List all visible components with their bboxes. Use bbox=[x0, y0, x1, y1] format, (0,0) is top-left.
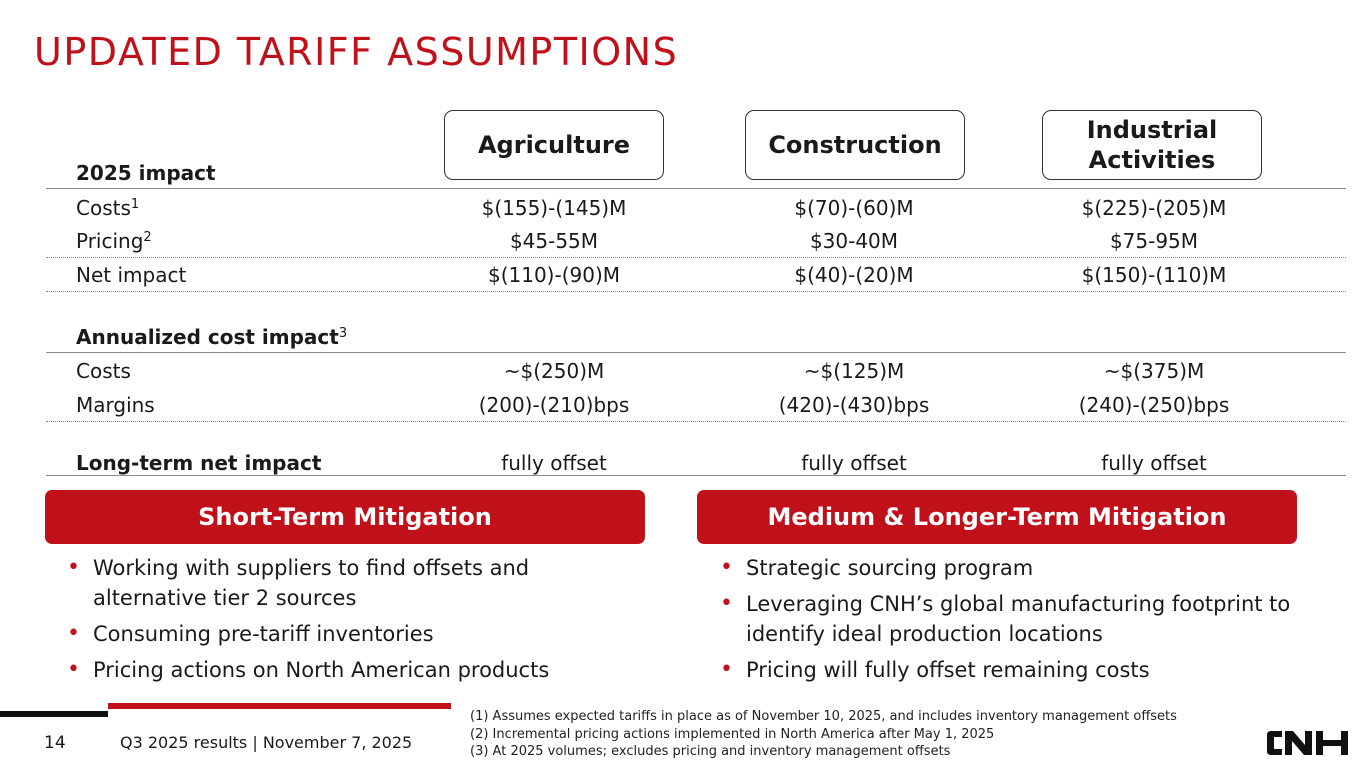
row-label: Net impact bbox=[76, 263, 187, 287]
footer-text: Q3 2025 results | November 7, 2025 bbox=[120, 733, 413, 752]
row-label: Costs bbox=[76, 359, 131, 383]
section-2025-impact-heading bbox=[46, 156, 1346, 190]
footnotes bbox=[470, 708, 1177, 761]
cell-construction: (420)-(430)bps bbox=[778, 393, 930, 417]
divider bbox=[46, 188, 1346, 189]
footnote: (3) At 2025 volumes; excludes pricing and inventory management offsets bbox=[470, 744, 951, 759]
footnote: (2) Incremental pricing actions implemented in North America after May 1, 2025 bbox=[470, 726, 995, 742]
column-header-construction-label: Construction bbox=[768, 131, 942, 159]
cell-industrial: (240)-(250)bps bbox=[1078, 393, 1230, 417]
divider bbox=[46, 352, 1346, 353]
divider bbox=[46, 475, 1346, 476]
cell-agriculture: ~$(250)M bbox=[503, 359, 605, 383]
list-item: • Leveraging CNH’s global manufacturing footprint to identify ideal production locations bbox=[720, 589, 1320, 649]
table-row bbox=[46, 258, 1346, 292]
column-header-industrial-line2: Activities bbox=[1088, 146, 1216, 174]
short-term-mitigation-banner bbox=[45, 490, 645, 544]
cell-construction: $(40)-(20)M bbox=[794, 263, 914, 287]
cell-industrial: $(225)-(205)M bbox=[1081, 196, 1227, 220]
cell-agriculture: $(155)-(145)M bbox=[481, 196, 627, 220]
cell-construction: $30-40M bbox=[809, 229, 899, 253]
footnote: (1) Assumes expected tariffs in place as of November 10, 2025, and includes inventory management offsets bbox=[470, 709, 1177, 724]
cnh-logo bbox=[1266, 728, 1350, 758]
divider bbox=[46, 421, 1346, 422]
row-label: Pricing$^2$ bbox=[76, 229, 152, 253]
cell-industrial: fully offset bbox=[1101, 451, 1207, 475]
cell-industrial: $(150)-(110)M bbox=[1081, 263, 1227, 287]
list-item: • Working with suppliers to find offsets and alternative tier 2 sources bbox=[67, 553, 637, 613]
page-title: UPDATED TARIFF ASSUMPTIONS bbox=[34, 30, 679, 74]
list-item: • Strategic sourcing program bbox=[720, 553, 1320, 583]
cell-agriculture: (200)-(210)bps bbox=[478, 393, 630, 417]
banner-label: Short-Term Mitigation bbox=[198, 503, 492, 531]
banner-label: Medium & Longer-Term Mitigation bbox=[767, 503, 1227, 531]
table-row bbox=[46, 191, 1346, 225]
list-item: • Pricing actions on North American products bbox=[67, 655, 637, 685]
footer-accent-bar-red bbox=[108, 703, 451, 709]
long-term-bullet-list bbox=[720, 553, 1320, 691]
page-number: 14 bbox=[44, 733, 66, 753]
column-header-agriculture-label: Agriculture bbox=[477, 131, 631, 159]
column-header-industrial-line1: Industrial bbox=[1086, 116, 1218, 144]
long-term-mitigation-banner bbox=[697, 490, 1297, 544]
cell-construction: fully offset bbox=[801, 451, 907, 475]
cell-industrial: ~$(375)M bbox=[1103, 359, 1205, 383]
cell-agriculture: $(110)-(90)M bbox=[487, 263, 621, 287]
cell-construction: ~$(125)M bbox=[803, 359, 905, 383]
row-label: Margins bbox=[76, 393, 155, 417]
footer-accent-bar-black bbox=[0, 711, 108, 717]
section-label: 2025 impact bbox=[76, 161, 216, 185]
cell-agriculture: $45-55M bbox=[509, 229, 599, 253]
section-annualized-heading bbox=[46, 320, 1346, 354]
list-item: • Pricing will fully offset remaining costs bbox=[720, 655, 1320, 685]
row-label: Costs$^1$ bbox=[76, 196, 140, 220]
cell-construction: $(70)-(60)M bbox=[794, 196, 914, 220]
row-label: Long-term net impact bbox=[76, 451, 322, 475]
cell-agriculture: fully offset bbox=[501, 451, 607, 475]
table-row bbox=[46, 388, 1346, 422]
list-item: • Consuming pre-tariff inventories bbox=[67, 619, 637, 649]
table-row bbox=[46, 354, 1346, 388]
cell-industrial: $75-95M bbox=[1109, 229, 1199, 253]
short-term-bullet-list bbox=[67, 553, 637, 691]
table-row bbox=[46, 224, 1346, 258]
divider bbox=[46, 291, 1346, 292]
section-label: Annualized cost impact$^3$ bbox=[76, 325, 348, 349]
